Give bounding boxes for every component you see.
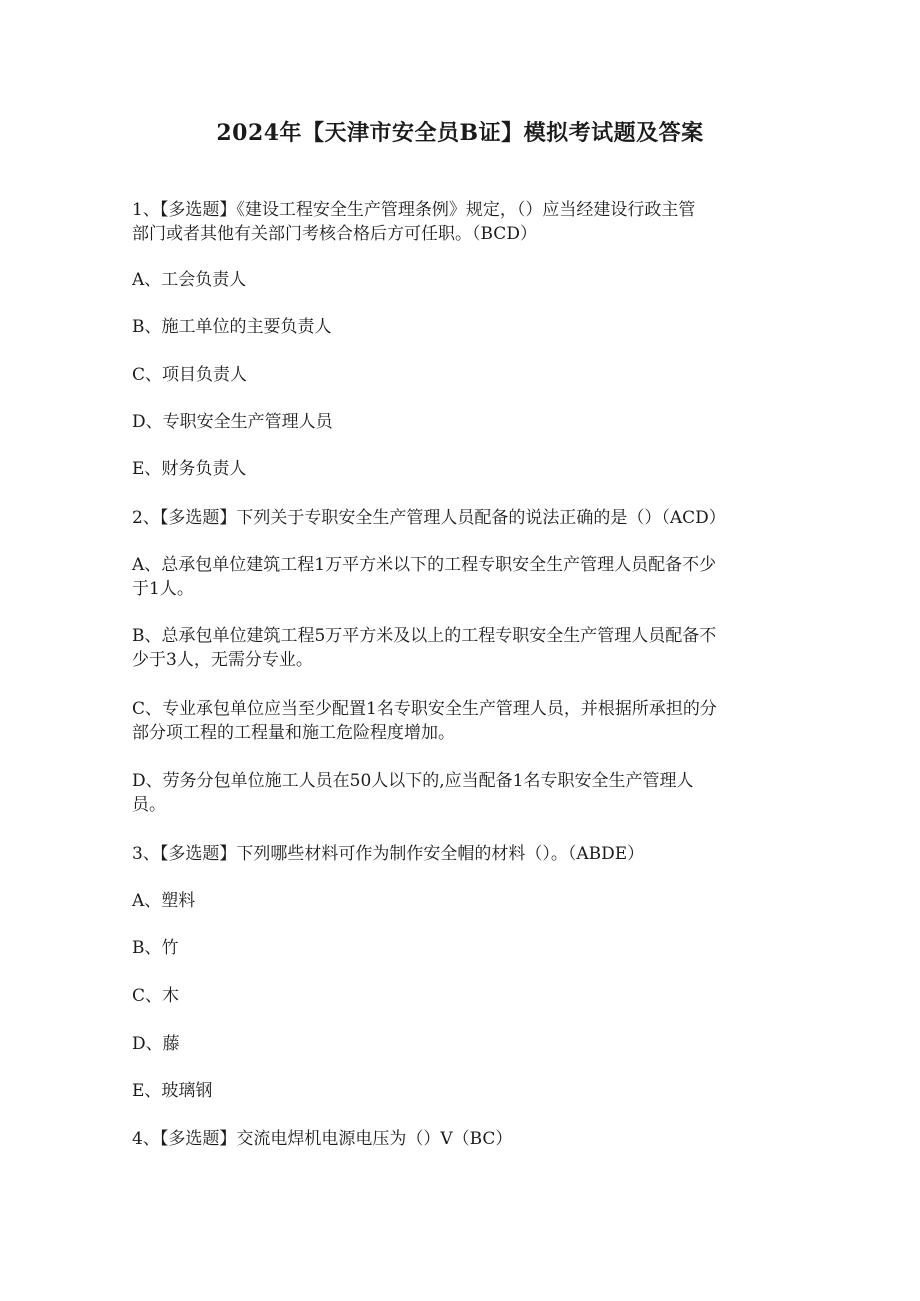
question-2-option-d-line-2: 员。 — [132, 795, 166, 815]
question-2-option-c-line-2: 部分项工程的工程量和施工危险程度增加。 — [132, 723, 455, 743]
question-1-option-b: B、施工单位的主要负责人 — [132, 317, 332, 337]
question-1-text-line-1: 1、【多选题】《建设工程安全生产管理条例》规定，（）应当经建设行政主管 — [132, 200, 696, 220]
question-2-option-b-line-1: B、总承包单位建筑工程5万平方米及以上的工程专职安全生产管理人员配备不 — [132, 626, 717, 646]
question-1-option-c: C、项目负责人 — [132, 365, 248, 385]
question-4-text: 4、【多选题】交流电焊机电源电压为（）V（BC） — [132, 1129, 513, 1149]
question-1-option-e: E、财务负责人 — [132, 459, 247, 479]
question-1-option-a: A、工会负责人 — [132, 270, 247, 290]
question-1-option-d: D、专职安全生产管理人员 — [132, 412, 333, 432]
question-2-option-d-line-1: D、劳务分包单位施工人员在50人以下的,应当配备1名专职安全生产管理人 — [132, 771, 694, 791]
question-3-option-c: C、木 — [132, 986, 180, 1006]
question-3-option-d: D、藤 — [132, 1034, 180, 1054]
question-3-option-b: B、竹 — [132, 938, 179, 958]
document-title: 2024年【天津市安全员B证】模拟考试题及答案 — [216, 120, 704, 146]
question-2-text: 2、【多选题】下列关于专职安全生产管理人员配备的说法正确的是（）（ACD） — [132, 508, 726, 528]
question-2-option-a-line-1: A、总承包单位建筑工程1万平方米以下的工程专职安全生产管理人员配备不少 — [132, 555, 717, 575]
question-2-option-c-line-1: C、专业承包单位应当至少配置1名专职安全生产管理人员，并根据所承担的分 — [132, 699, 717, 719]
question-3-option-a: A、塑料 — [132, 891, 196, 911]
question-3-text: 3、【多选题】下列哪些材料可作为制作安全帽的材料（）。（ABDE） — [132, 844, 645, 864]
question-2-option-a-line-2: 于1人。 — [132, 579, 194, 599]
question-1-text-line-2: 部门或者其他有关部门考核合格后方可任职。（BCD） — [132, 224, 537, 244]
question-3-option-e: E、玻璃钢 — [132, 1081, 213, 1101]
question-2-option-b-line-2: 少于3人，无需分专业。 — [132, 650, 313, 670]
